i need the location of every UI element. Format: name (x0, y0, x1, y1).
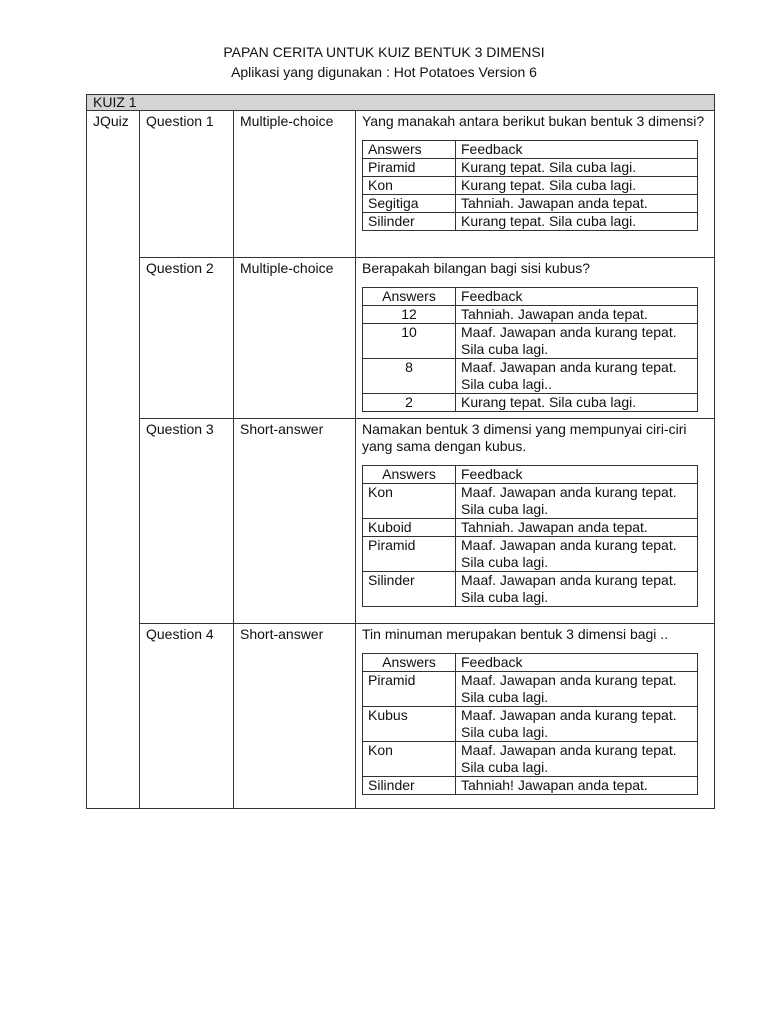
question-text: Berapakah bilangan bagi sisi kubus? (362, 260, 591, 276)
kuiz-label: KUIZ 1 (87, 95, 715, 111)
question-content (356, 111, 715, 258)
answers-header-row (363, 466, 698, 484)
document-title: PAPAN CERITA UNTUK KUIZ BENTUK 3 DIMENSI (223, 44, 545, 60)
feedback-cell: Maaf. Jawapan anda kurang tepat. Sila cuba lagi. (456, 742, 698, 777)
question-content (356, 419, 715, 624)
kuiz-header-row (87, 95, 715, 111)
question-text: Tin minuman merupakan bentuk 3 dimensi bagi .. (362, 626, 669, 642)
feedback-cell: Maaf. Jawapan anda kurang tepat. Sila cuba lagi. (456, 484, 698, 519)
question-content (356, 258, 715, 419)
question-type: Short-answer (234, 419, 356, 624)
answer-cell: 8 (363, 359, 456, 394)
answers-header: Answers (363, 288, 456, 306)
answer-row (363, 742, 698, 777)
answers-table (362, 287, 698, 412)
feedback-cell: Kurang tepat. Sila cuba lagi. (456, 213, 698, 231)
answer-cell: Silinder (363, 572, 456, 607)
question-content (356, 624, 715, 809)
feedback-cell: Maaf. Jawapan anda kurang tepat. Sila cuba lagi. (456, 707, 698, 742)
answer-row (363, 213, 698, 231)
answer-row (363, 672, 698, 707)
answers-header-row (363, 141, 698, 159)
answer-row (363, 159, 698, 177)
answer-cell: 2 (363, 394, 456, 412)
feedback-cell: Maaf. Jawapan anda kurang tepat. Sila cuba lagi.. (456, 359, 698, 394)
answer-row (363, 777, 698, 795)
answers-header-row (363, 654, 698, 672)
answer-row (363, 195, 698, 213)
answer-row (363, 177, 698, 195)
feedback-cell: Maaf. Jawapan anda kurang tepat. Sila cuba lagi. (456, 537, 698, 572)
answers-header: Answers (363, 141, 456, 159)
answer-cell: Piramid (363, 672, 456, 707)
answer-cell: Kon (363, 177, 456, 195)
question-text: Namakan bentuk 3 dimensi yang mempunyai ciri-ciri yang sama dengan kubus. (362, 421, 687, 454)
question-type: Short-answer (234, 624, 356, 809)
question-row-2 (87, 258, 715, 419)
question-row-3 (87, 419, 715, 624)
answers-header-row (363, 288, 698, 306)
answer-row (363, 707, 698, 742)
feedback-cell: Tahniah. Jawapan anda tepat. (456, 306, 698, 324)
feedback-cell: Maaf. Jawapan anda kurang tepat. Sila cuba lagi. (456, 672, 698, 707)
feedback-header: Feedback (456, 141, 698, 159)
question-label: Question 4 (140, 624, 234, 809)
answer-cell: 12 (363, 306, 456, 324)
answers-table (362, 653, 698, 795)
answer-cell: Kubus (363, 707, 456, 742)
storyboard-table (86, 94, 715, 809)
answers-header: Answers (363, 466, 456, 484)
answer-row (363, 537, 698, 572)
feedback-header: Feedback (456, 288, 698, 306)
question-row-4 (87, 624, 715, 809)
answer-cell: Kuboid (363, 519, 456, 537)
answer-row (363, 306, 698, 324)
answer-row (363, 484, 698, 519)
question-type: Multiple-choice (234, 258, 356, 419)
answer-cell: Piramid (363, 159, 456, 177)
answer-row (363, 394, 698, 412)
answer-cell: Kon (363, 484, 456, 519)
answer-row (363, 324, 698, 359)
answer-cell: Piramid (363, 537, 456, 572)
feedback-cell: Tahniah. Jawapan anda tepat. (456, 519, 698, 537)
answer-cell: 10 (363, 324, 456, 359)
answer-cell: Kon (363, 742, 456, 777)
tool-label: JQuiz (87, 111, 140, 809)
question-label: Question 1 (140, 111, 234, 258)
feedback-cell: Kurang tepat. Sila cuba lagi. (456, 159, 698, 177)
answer-row (363, 359, 698, 394)
feedback-header: Feedback (456, 466, 698, 484)
feedback-cell: Maaf. Jawapan anda kurang tepat. Sila cuba lagi. (456, 324, 698, 359)
answer-cell: Silinder (363, 213, 456, 231)
question-label: Question 3 (140, 419, 234, 624)
feedback-cell: Kurang tepat. Sila cuba lagi. (456, 394, 698, 412)
feedback-cell: Tahniah. Jawapan anda tepat. (456, 195, 698, 213)
answers-table (362, 140, 698, 231)
answers-table (362, 465, 698, 607)
answer-cell: Silinder (363, 777, 456, 795)
question-label: Question 2 (140, 258, 234, 419)
question-text: Yang manakah antara berikut bukan bentuk 3 dimensi? (362, 113, 705, 129)
feedback-cell: Tahniah! Jawapan anda tepat. (456, 777, 698, 795)
answer-row (363, 572, 698, 607)
answer-cell: Segitiga (363, 195, 456, 213)
document-subtitle: Aplikasi yang digunakan : Hot Potatoes Version 6 (231, 64, 537, 80)
question-type: Multiple-choice (234, 111, 356, 258)
feedback-header: Feedback (456, 654, 698, 672)
feedback-cell: Maaf. Jawapan anda kurang tepat. Sila cuba lagi. (456, 572, 698, 607)
answers-header: Answers (363, 654, 456, 672)
question-row-1 (87, 111, 715, 258)
answer-row (363, 519, 698, 537)
feedback-cell: Kurang tepat. Sila cuba lagi. (456, 177, 698, 195)
document-header (0, 42, 768, 82)
